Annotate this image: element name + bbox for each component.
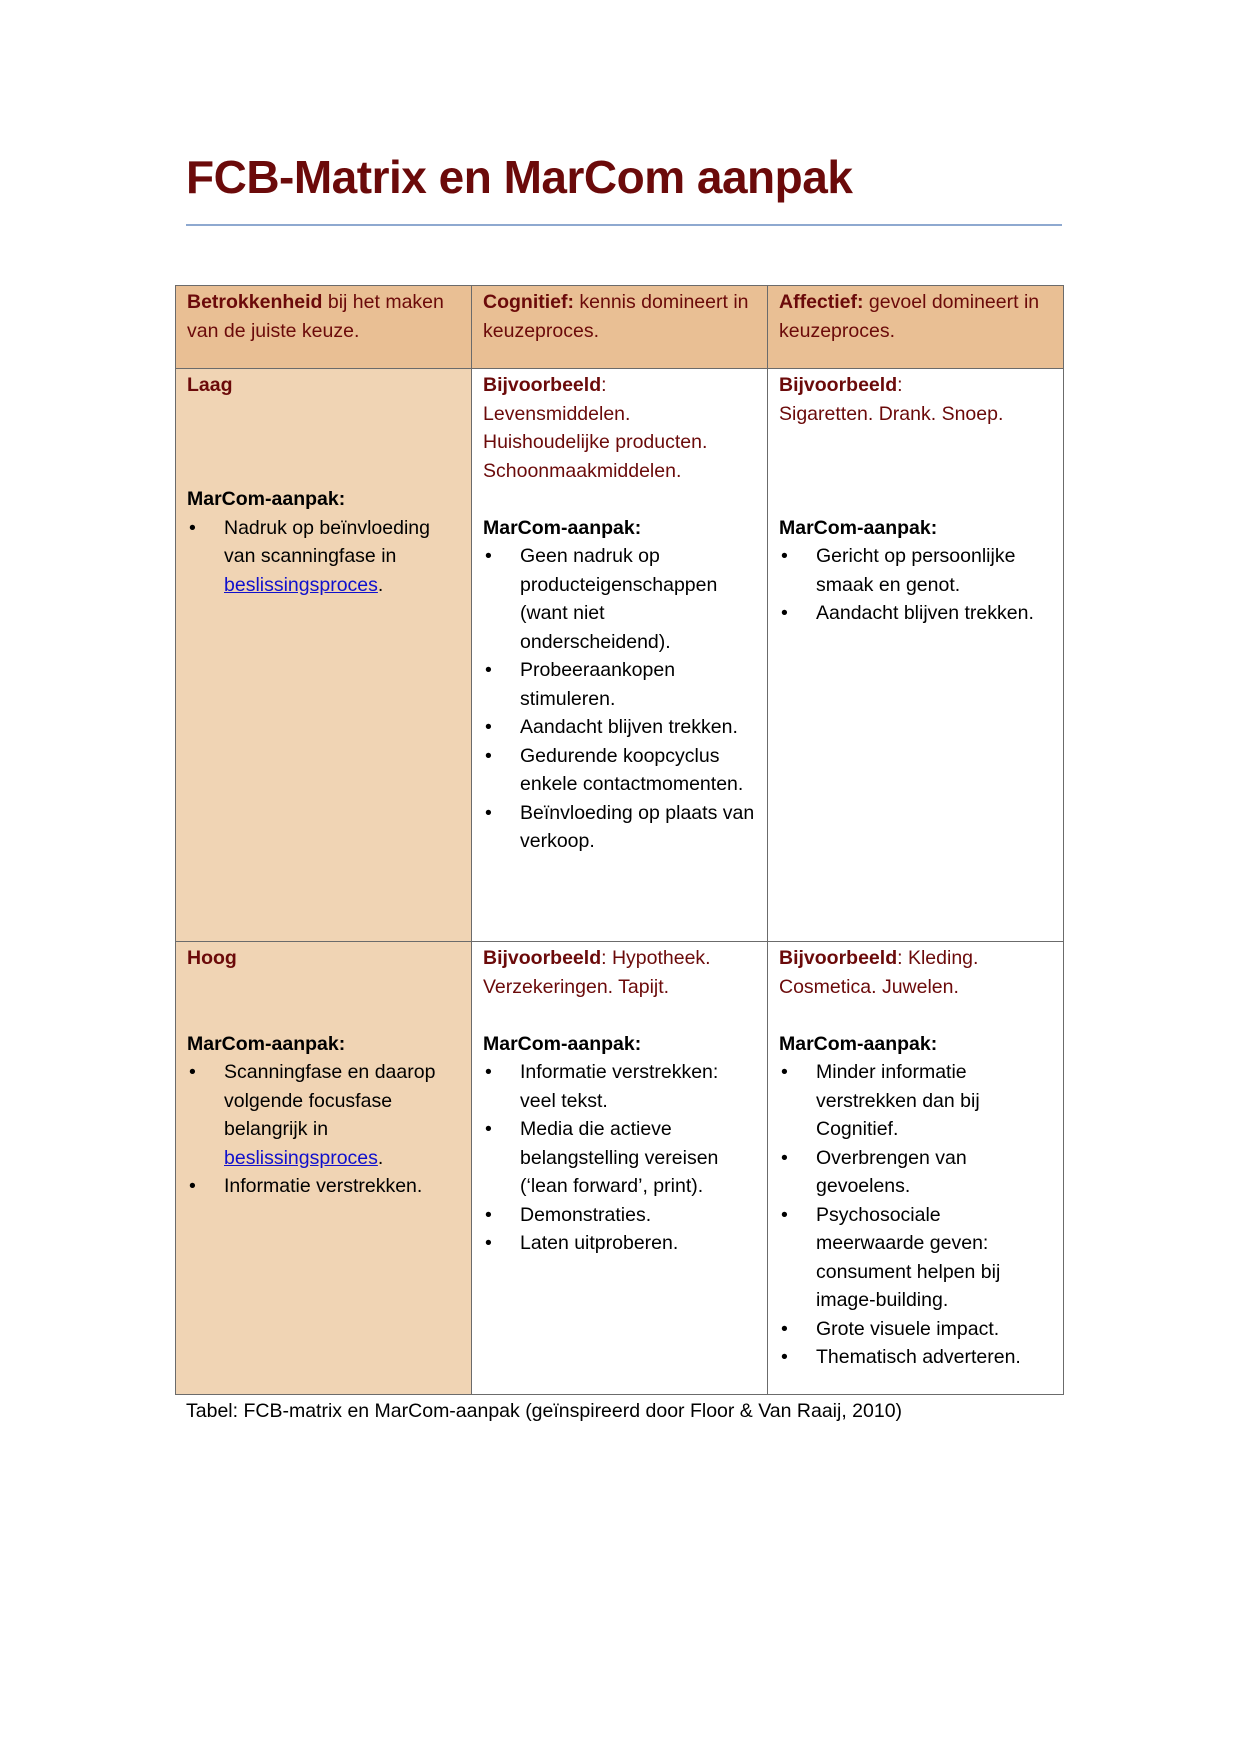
list-item: • Overbrengen van gevoelens. [779, 1144, 1053, 1201]
list-item-text: Scanningfase en daarop volgende focusfase belangrijk in [224, 1061, 436, 1140]
example-item: Schoonmaakmiddelen. [483, 459, 682, 482]
table-row-low [176, 369, 1064, 942]
marcom-list-high-general [187, 1058, 461, 1201]
marcom-list-low-cognitive [483, 542, 757, 856]
example-separator: : [897, 374, 903, 396]
list-item: • Minder informatie verstrekken dan bij Cognitief. [779, 1058, 1053, 1144]
marcom-heading: MarCom-aanpak: [483, 1032, 642, 1055]
header-involvement [176, 286, 472, 369]
header-affective [768, 286, 1064, 369]
list-item: • Psychosociale meerwaarde geven: consument helpen bij image-building. [779, 1201, 1053, 1315]
list-item: • Demonstraties. [483, 1201, 757, 1230]
row-label-cell-low [176, 369, 472, 942]
row-label-high: Hoog [187, 947, 237, 969]
marcom-heading: MarCom-aanpak: [779, 516, 938, 539]
example-label: Bijvoorbeeld [483, 947, 602, 969]
example-label: Bijvoorbeeld [779, 374, 898, 396]
marcom-list-high-affective [779, 1058, 1053, 1372]
example-item: Huishoudelijke producten. [483, 431, 708, 453]
cell-low-affective [768, 369, 1064, 942]
example-item: Kleding. [907, 947, 979, 969]
example-item: Verzekeringen. Tapijt. [483, 975, 670, 998]
example-item: Cosmetica. Juwelen. [779, 975, 959, 998]
header-cognitive-text: kennis domineert in keuzeproces. [483, 291, 749, 342]
table-caption: Tabel: FCB-matrix en MarCom-aanpak (geïnspireerd door Floor & Van Raaij, 2010) [186, 1400, 903, 1422]
table-row-high [176, 942, 1064, 1395]
example-item: Levensmiddelen. [483, 402, 631, 425]
example-item: Hypotheek. [611, 947, 711, 969]
example-label: Bijvoorbeeld [779, 947, 898, 969]
list-item: • Gedurende koopcyclus enkele contactmomenten. [483, 742, 757, 799]
header-cognitive [472, 286, 768, 369]
header-involvement-bold: Betrokkenheid [187, 291, 323, 313]
example-label: Bijvoorbeeld [483, 374, 602, 396]
beslissingsproces-link[interactable]: beslissingsproces [224, 573, 378, 596]
list-item-punct: . [377, 1146, 384, 1169]
list-item: • Gericht op persoonlijke smaak en genot. [779, 542, 1053, 599]
row-label-cell-high [176, 942, 472, 1395]
list-item-text: Nadruk op beïnvloeding van scanningfase in [224, 516, 430, 567]
marcom-list-low-general [187, 514, 461, 600]
list-item: • Media die actieve belangstelling vereisen (‘lean forward’, print). [483, 1115, 757, 1201]
cell-low-cognitive [472, 369, 768, 942]
marcom-heading: MarCom-aanpak: [187, 1032, 346, 1055]
page-title: FCB-Matrix en MarCom aanpak [186, 151, 853, 203]
title-underline-divider [186, 224, 1062, 226]
row-label-low: Laag [187, 374, 233, 396]
marcom-heading: MarCom-aanpak: [187, 488, 346, 510]
list-item: • Beïnvloeding op plaats van verkoop. [483, 799, 757, 856]
list-item: • Aandacht blijven trekken. [779, 599, 1053, 628]
header-cognitive-bold: Cognitief: [483, 291, 574, 313]
list-item: • Informatie verstrekken: veel tekst. [483, 1058, 757, 1115]
cell-high-affective [768, 942, 1064, 1395]
header-affective-text: gevoel domineert in keuzeproces. [779, 291, 1040, 342]
list-item [187, 1172, 461, 1201]
list-item: • Grote visuele impact. [779, 1315, 1053, 1344]
table-header-row [176, 286, 1064, 369]
list-item: • Aandacht blijven trekken. [483, 713, 757, 742]
marcom-list-low-affective [779, 542, 1053, 628]
marcom-heading: MarCom-aanpak: [779, 1032, 938, 1055]
list-item [187, 1058, 461, 1172]
example-separator: : [601, 374, 607, 396]
example-separator: : [897, 947, 908, 969]
marcom-heading: MarCom-aanpak: [483, 516, 642, 539]
list-item: • Laten uitproberen. [483, 1229, 757, 1258]
list-item [187, 514, 461, 600]
cell-high-cognitive [472, 942, 768, 1395]
list-item-punct: . [377, 573, 384, 596]
list-item-text: Informatie verstrekken. [224, 1175, 423, 1197]
example-separator: : [601, 947, 612, 969]
list-item: • Probeeraankopen stimuleren. [483, 656, 757, 713]
list-item: • Geen nadruk op producteigenschappen (want niet onderscheidend). [483, 542, 757, 656]
beslissingsproces-link[interactable]: beslissingsproces [224, 1146, 378, 1169]
marcom-list-high-cognitive [483, 1058, 757, 1258]
fcb-matrix-table [175, 285, 1064, 1395]
header-affective-bold: Affectief: [779, 291, 864, 313]
header-involvement-text: bij het maken van de juiste keuze. [187, 291, 444, 342]
example-item: Sigaretten. Drank. Snoep. [779, 402, 1004, 425]
list-item: • Thematisch adverteren. [779, 1343, 1053, 1372]
